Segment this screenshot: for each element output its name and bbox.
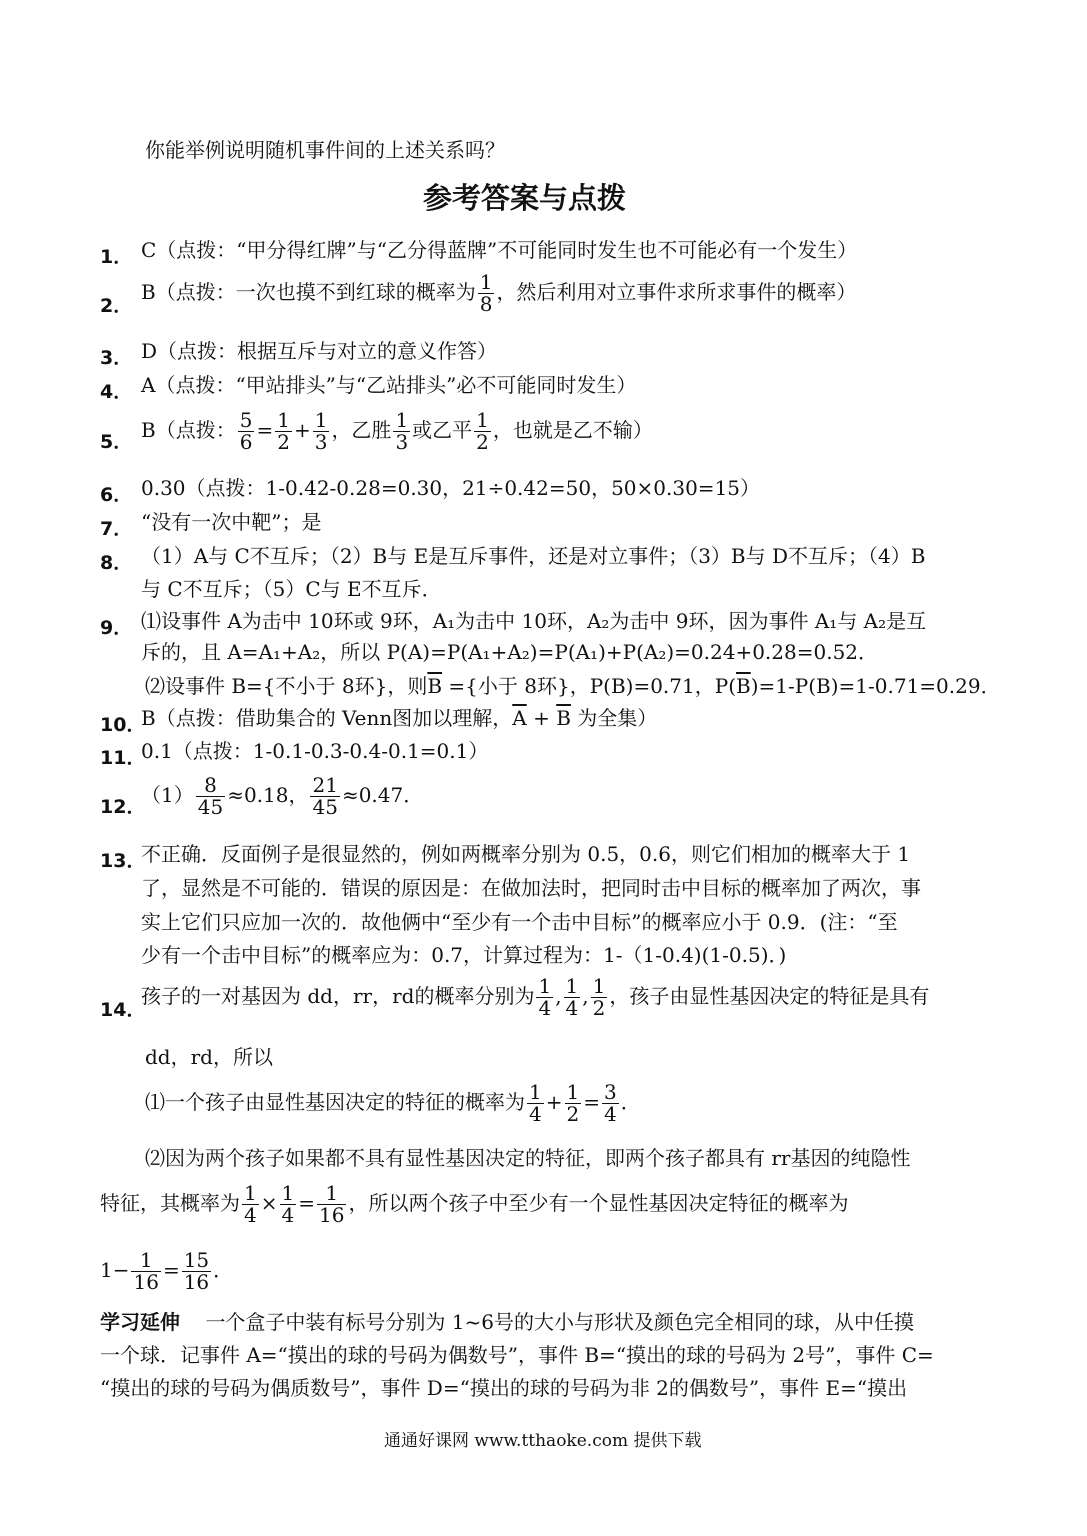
item-number: 6． <box>100 484 133 506</box>
answer-text: )=1-P(B)=1-0.71=0.29． <box>750 674 1001 698</box>
complement-symbol: $\overline{A}$ <box>512 706 527 730</box>
intro-question: 你能举例说明随机事件间的上述关系吗？ <box>145 138 505 162</box>
item-number: 7． <box>100 518 133 540</box>
answer-line: 0.30（点拨：1-0.42-0.28=0.30，21÷0.42=50，50×0.30=15） <box>141 476 761 500</box>
denominator: 45 <box>312 795 338 819</box>
answer-text: ≈0.18， <box>227 783 309 807</box>
item-number: 14． <box>100 999 146 1021</box>
extension-line: “摸出的球的号码为偶质数号”，事件 D=“摸出的球的号码为非 2的偶数号”，事件 E=“摸出 <box>100 1376 908 1400</box>
denominator: 16 <box>133 1270 159 1294</box>
item-number: 2． <box>100 295 133 317</box>
plus-sign: + <box>526 706 557 730</box>
numerator: 1 <box>476 408 489 432</box>
denominator: 8 <box>479 292 493 316</box>
answer-line: dd，rd，所以 <box>145 1045 273 1069</box>
answer-line <box>100 1250 233 1293</box>
numerator: 5 <box>239 408 253 432</box>
fraction <box>242 1183 259 1226</box>
numerator: 1 <box>395 408 409 432</box>
answer-text: 特征，其概率为 <box>100 1191 240 1215</box>
fraction <box>313 410 330 453</box>
fraction <box>238 410 255 453</box>
answer-line <box>145 1082 641 1125</box>
denominator: 4 <box>604 1102 617 1126</box>
equals-sign: = <box>298 1191 315 1215</box>
numerator: 1 <box>281 1181 295 1205</box>
page-footer: 通通好课网 www.tthaoke.com 提供下载 <box>384 1431 702 1451</box>
denominator: 45 <box>197 795 224 819</box>
answer-line: C（点拨：“甲分得红牌”与“乙分得蓝牌”不可能同时发生也不可能必有一个发生） <box>141 238 858 262</box>
answer-text: ⑵设事件 B={不小于 8环}，则 <box>145 674 428 698</box>
section-title: 参考答案与点拨 <box>423 181 627 215</box>
numerator: 1 <box>566 1080 580 1104</box>
answer-line <box>100 1183 848 1226</box>
item-number: 9． <box>100 617 133 639</box>
answer-text: ，乙胜 <box>331 418 392 442</box>
denominator: 4 <box>565 996 579 1020</box>
denominator: 2 <box>476 430 489 454</box>
numerator: 8 <box>204 773 217 797</box>
answer-line <box>141 272 856 315</box>
fraction <box>393 410 410 453</box>
item-number: 4． <box>100 381 133 403</box>
answer-line: A（点拨：“甲站排头”与“乙站排头”必不可能同时发生） <box>141 373 637 397</box>
answer-line: 与 C不互斥；（5）C与 E不互斥． <box>141 577 442 601</box>
item-number: 5． <box>100 431 133 453</box>
complement-symbol: $\overline{B}$ <box>556 706 571 730</box>
denominator: 6 <box>239 430 253 454</box>
fraction <box>474 410 491 453</box>
answer-text: ，然后利用对立事件求所求事件的概率） <box>496 280 857 304</box>
answer-text: ． <box>620 1090 641 1114</box>
answer-line: 斥的，且 A=A₁+A₂，所以 P(A)=P(A₁+A₂)=P(A₁)+P(A₂)=0.24+0.28=0.52． <box>141 640 879 664</box>
denominator: 2 <box>592 996 606 1020</box>
answer-text: 1− <box>100 1258 130 1282</box>
answer-text: ≈0.47． <box>341 783 424 807</box>
numerator: 15 <box>183 1248 210 1272</box>
numerator: 1 <box>479 270 493 294</box>
fraction <box>527 1082 544 1125</box>
numerator: 21 <box>312 773 338 797</box>
answer-line <box>141 775 423 818</box>
numerator: 1 <box>538 974 552 998</box>
denominator: 16 <box>183 1270 210 1294</box>
answer-line <box>145 676 1001 696</box>
answer-line: B（点拨： $\frac{5}{6}$ = $\frac{1}{2}$ + $\frac{1}{3}$ ，乙胜 $\frac{1}{3}$ 或乙平 $\frac{1}{2}$ ，也就是乙不输） <box>141 408 653 454</box>
numerator: 1 <box>529 1080 542 1104</box>
item-number: 10． <box>100 714 146 736</box>
numerator: 1 <box>565 974 579 998</box>
answer-text: B（点拨：借助集合的 Venn图加以理解， <box>141 706 513 730</box>
numerator: 3 <box>604 1080 617 1104</box>
numerator: 1 <box>314 408 328 432</box>
fraction <box>602 1082 619 1125</box>
fraction <box>131 1250 160 1293</box>
answer-text: 孩子的一对基因为 dd，rr，rd的概率分别为 <box>141 984 535 1008</box>
numerator: 1 <box>592 974 606 998</box>
answer-text: （1） <box>141 783 194 807</box>
numerator: 1 <box>277 408 290 432</box>
answer-line: ⑴设事件 A为击中 10环或 9环，A₁为击中 10环，A₂为击中 9环，因为事件 A₁与 A₂是互 <box>141 609 927 633</box>
answer-text: ，所以两个孩子中至少有一个显性基因决定特征的概率为 <box>348 1191 849 1215</box>
numerator: 1 <box>325 1181 339 1205</box>
extension-line: 一个球．记事件 A=“摸出的球的号码为偶数号”，事件 B=“摸出的球的号码为 2号”，事件 C= <box>100 1343 934 1367</box>
equals-sign: = <box>162 1258 180 1282</box>
fraction <box>196 775 225 818</box>
numerator: 1 <box>139 1248 153 1272</box>
answer-text: 或乙平 <box>412 418 473 442</box>
denominator: 4 <box>244 1203 257 1227</box>
answer-line: 0.1（点拨：1-0.1-0.3-0.4-0.1=0.1） <box>141 739 489 763</box>
fraction <box>275 410 292 453</box>
fraction <box>317 1183 346 1226</box>
extension-label: 学习延伸 <box>100 1310 180 1334</box>
answer-line: （1）A与 C不互斥；（2）B与 E是互斥事件，还是对立事件；（3）B与 D不互斥；（4）B <box>141 544 926 568</box>
complement-symbol: $\overline{B}$ <box>427 674 443 698</box>
answer-text: ，孩子由显性基因决定的特征是具有 <box>609 984 930 1008</box>
numerator: 1 <box>244 1181 257 1205</box>
complement-symbol: $\overline{B}$ <box>736 674 751 698</box>
fraction <box>310 775 339 818</box>
denominator: 2 <box>277 430 290 454</box>
plus-sign: + <box>545 1090 563 1114</box>
fraction <box>280 1183 297 1226</box>
answer-text: ⑴一个孩子由显性基因决定的特征的概率为 <box>145 1090 525 1114</box>
extension-text: 一个盒子中装有标号分别为 1~6号的大小与形状及颜色完全相同的球，从中任摸 <box>205 1310 915 1334</box>
fraction <box>564 976 581 1019</box>
denominator: 3 <box>395 430 409 454</box>
answer-text: B（点拨： <box>141 418 236 442</box>
denominator: 3 <box>314 430 328 454</box>
answer-text: ． <box>213 1258 234 1282</box>
denominator: 16 <box>319 1203 345 1227</box>
denominator: 4 <box>538 996 552 1020</box>
denominator: 4 <box>281 1203 295 1227</box>
item-number: 13． <box>100 850 146 872</box>
answer-line <box>141 976 929 1019</box>
comma: , <box>555 984 562 1008</box>
answer-text: ={小于 8环}，P(B)=0.71，P( <box>442 674 737 698</box>
comma: , <box>582 984 589 1008</box>
fraction <box>591 976 608 1019</box>
answer-line: 少有一个击中目标”的概率应为：0.7，计算过程为：1-（1-0.4)(1-0.5)．) <box>141 943 787 967</box>
answer-line: 了，显然是不可能的．错误的原因是：在做加法时，把同时击中目标的概率加了两次，事 <box>141 876 921 900</box>
answer-line: 实上它们只应加一次的．故他俩中“至少有一个击中目标”的概率应小于 0.9．(注：“至 <box>141 910 898 934</box>
extension-line <box>100 1312 914 1332</box>
denominator: 4 <box>529 1102 542 1126</box>
times-sign: × <box>260 1191 278 1215</box>
answer-text: ，也就是乙不输） <box>492 418 653 442</box>
answer-line: D（点拨：根据互斥与对立的意义作答） <box>141 339 498 363</box>
answer-text: B（点拨：一次也摸不到红球的概率为 <box>141 280 476 304</box>
answer-text: 为全集） <box>570 706 658 730</box>
denominator: 2 <box>566 1102 580 1126</box>
item-number: 3． <box>100 347 133 369</box>
answer-line: ⑵因为两个孩子如果都不具有显性基因决定的特征，即两个孩子都具有 rr基因的纯隐性 <box>145 1146 911 1170</box>
answer-line: 不正确．反面例子是很显然的，例如两概率分别为 0.5，0.6，则它们相加的概率大于 1 <box>141 842 911 866</box>
fraction <box>478 272 495 315</box>
item-number: 1． <box>100 246 133 268</box>
item-number: 12． <box>100 796 146 818</box>
item-number: 8． <box>100 552 133 574</box>
answer-line <box>141 708 657 728</box>
equals-sign: = <box>583 1090 600 1114</box>
fraction <box>565 1082 582 1125</box>
fraction <box>536 976 553 1019</box>
fraction <box>182 1250 211 1293</box>
item-number: 11． <box>100 747 146 769</box>
answer-line: “没有一次中靶”；是 <box>141 510 322 534</box>
